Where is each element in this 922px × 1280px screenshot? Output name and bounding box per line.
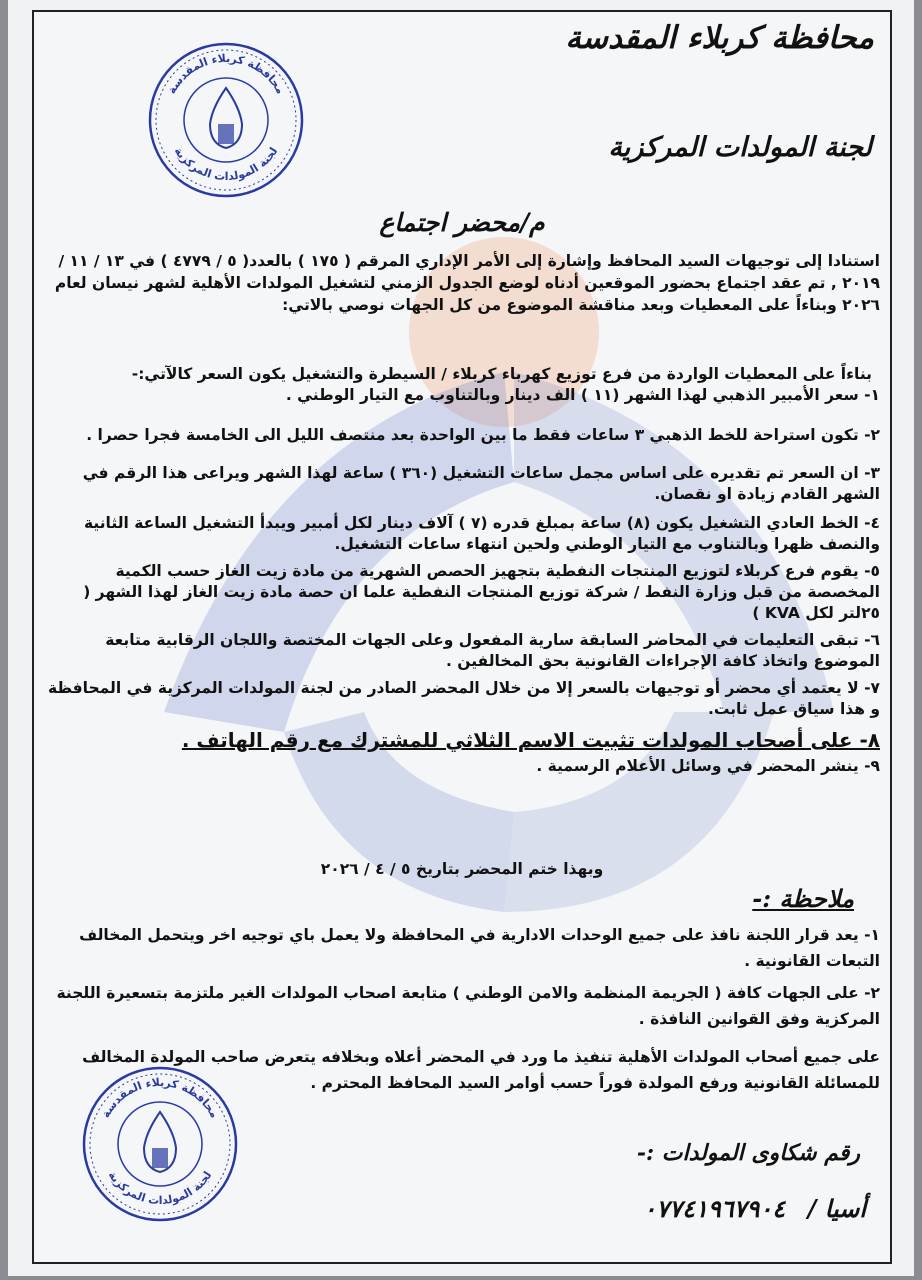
pricing-basis: بناءاً على المعطيات الواردة من فرع توزيع كهرباء كربلاء / السيطرة والتشغيل يكون السعر كالآتي:- [131,365,872,383]
svg-text:محافظة كربلاء المقدسة: محافظة كربلاء المقدسة [98,1075,222,1121]
committee-header: لجنة المولدات المركزية [608,132,872,163]
committee-seal-top [146,40,306,200]
decision-list [44,385,880,777]
decision-item: ٧- لا يعتمد أي محضر أو توجيهات بالسعر إلا من خلال المحضر الصادر من لجنة المولدات المركزية في المحافظة و هذا سياق عمل ثابت. [48,679,880,718]
note-item: ٢- على الجهات كافة ( الجريمة المنظمة والامن الوطني ) متابعة اصحاب المولدات الغير ملتزمة بتسعيرة اللجنة المركزية وفق القوانين النافذة . [56,984,880,1028]
decision-item: ٥- يقوم فرع كربلاء لتوزيع المنتجات النفطية بتجهيز الحصص الشهرية من مادة زيت الغاز حسب الكمية المخصصة من قبل وزارة النفط / شركة توزيع المنتجات النفطية علما ان حصة مادة زيت الغاز لهذا الشهر ( ٢٥لتر لكل KVA ) [83,562,880,622]
decision-item: ٣- ان السعر تم تقديره على اساس مجمل ساعات التشغيل (٣٦٠ ) ساعة لهذا الشهر ويراعى هذا الرقم في الشهر القادم زيادة او نقصان. [82,464,880,503]
svg-text:محافظة كربلاء المقدسة: محافظة كربلاء المقدسة [164,51,288,97]
contact-phone: ٠٧٧٤١٩٦٧٩٠٤ [643,1194,786,1223]
complaints-contact [643,1194,866,1223]
governorate-header: محافظة كربلاء المقدسة [565,20,874,56]
contact-name: أسيا / [807,1194,866,1223]
closing-date: وبهذا ختم المحضر بتاريخ ٥ / ٤ / ٢٠٢٦ [320,860,604,878]
decision-item: ١- سعر الأمبير الذهبي لهذا الشهر (١١ ) الف دينار وبالتناوب مع التيار الوطني . [285,386,880,404]
complaints-label: رقم شكاوى المولدات :- [636,1140,860,1166]
decision-item: ٦- تبقى التعليمات في المحاضر السابقة سارية المفعول وعلى الجهات المختصة واللجان الرقابية متابعة الموضوع واتخاذ كافة الإجراءات القانونية بحق المخالفين . [105,631,880,670]
decision-item: ٢- تكون استراحة للخط الذهبي ٣ ساعات فقط ما بين الواحدة بعد منتصف الليل الى الخامسة فجرا حصرا . [86,426,880,444]
document-title: م/محضر اجتماع [379,208,545,237]
decision-item: ٤- الخط العادي التشغيل يكون (٨) ساعة بمبلغ قدره (٧ ) آلاف دينار لكل أمبير ويبدأ التشغيل الساعة الثانية والنصف ظهرا وبالتناوب مع التيار الوطني ولحين انتهاء ساعات التشغيل. [84,514,880,553]
notes-heading: ملاحظة :- [752,884,854,913]
svg-text:لجنة المولدات المركزية: لجنة المولدات المركزية [105,1168,215,1208]
decision-item: ٩- ينشر المحضر في وسائل الأعلام الرسمية . [536,757,880,775]
document-frame [32,10,892,1264]
decision-item-highlighted: ٨- على أصحاب المولدات تثبيت الاسم الثلاثي للمشترك مع رقم الهاتف . [181,728,880,752]
svg-text:لجنة المولدات المركزية: لجنة المولدات المركزية [171,144,281,184]
intro-paragraph: استنادا إلى توجيهات السيد المحافظ وإشارة إلى الأمر الإداري المرقم ( ١٧٥ ) بالعدد( ٥ / ٤٧٧٩ ) في ١٣ / ١١ / ٢٠١٩ , تم عقد اجتماع بحضور الموقعين أدناه لوضع الجدول الزمني لتشغيل المولدات الأهلية لشهر نيسان لعام ٢٠٢٦ وبناءاً على المعطيات وبعد مناقشة الموضوع من كل الجهات نوصي بالاتي: [54,252,880,314]
document-sheet [8,0,914,1276]
instruction-paragraph: على جميع أصحاب المولدات الأهلية تنفيذ ما ورد في المحضر أعلاه وبخلافه يتعرض صاحب المولدة المخالف للمسائلة القانونية ورفع المولدة فوراً حسب أوامر السيد المحافظ المحترم . [82,1048,880,1092]
note-item: ١- يعد قرار اللجنة نافذ على جميع الوحدات الادارية في المحافظة ولا يعمل باي توجيه اخر ويتحمل المخالف التبعات القانونية . [79,926,880,970]
notes-list [44,922,880,1038]
